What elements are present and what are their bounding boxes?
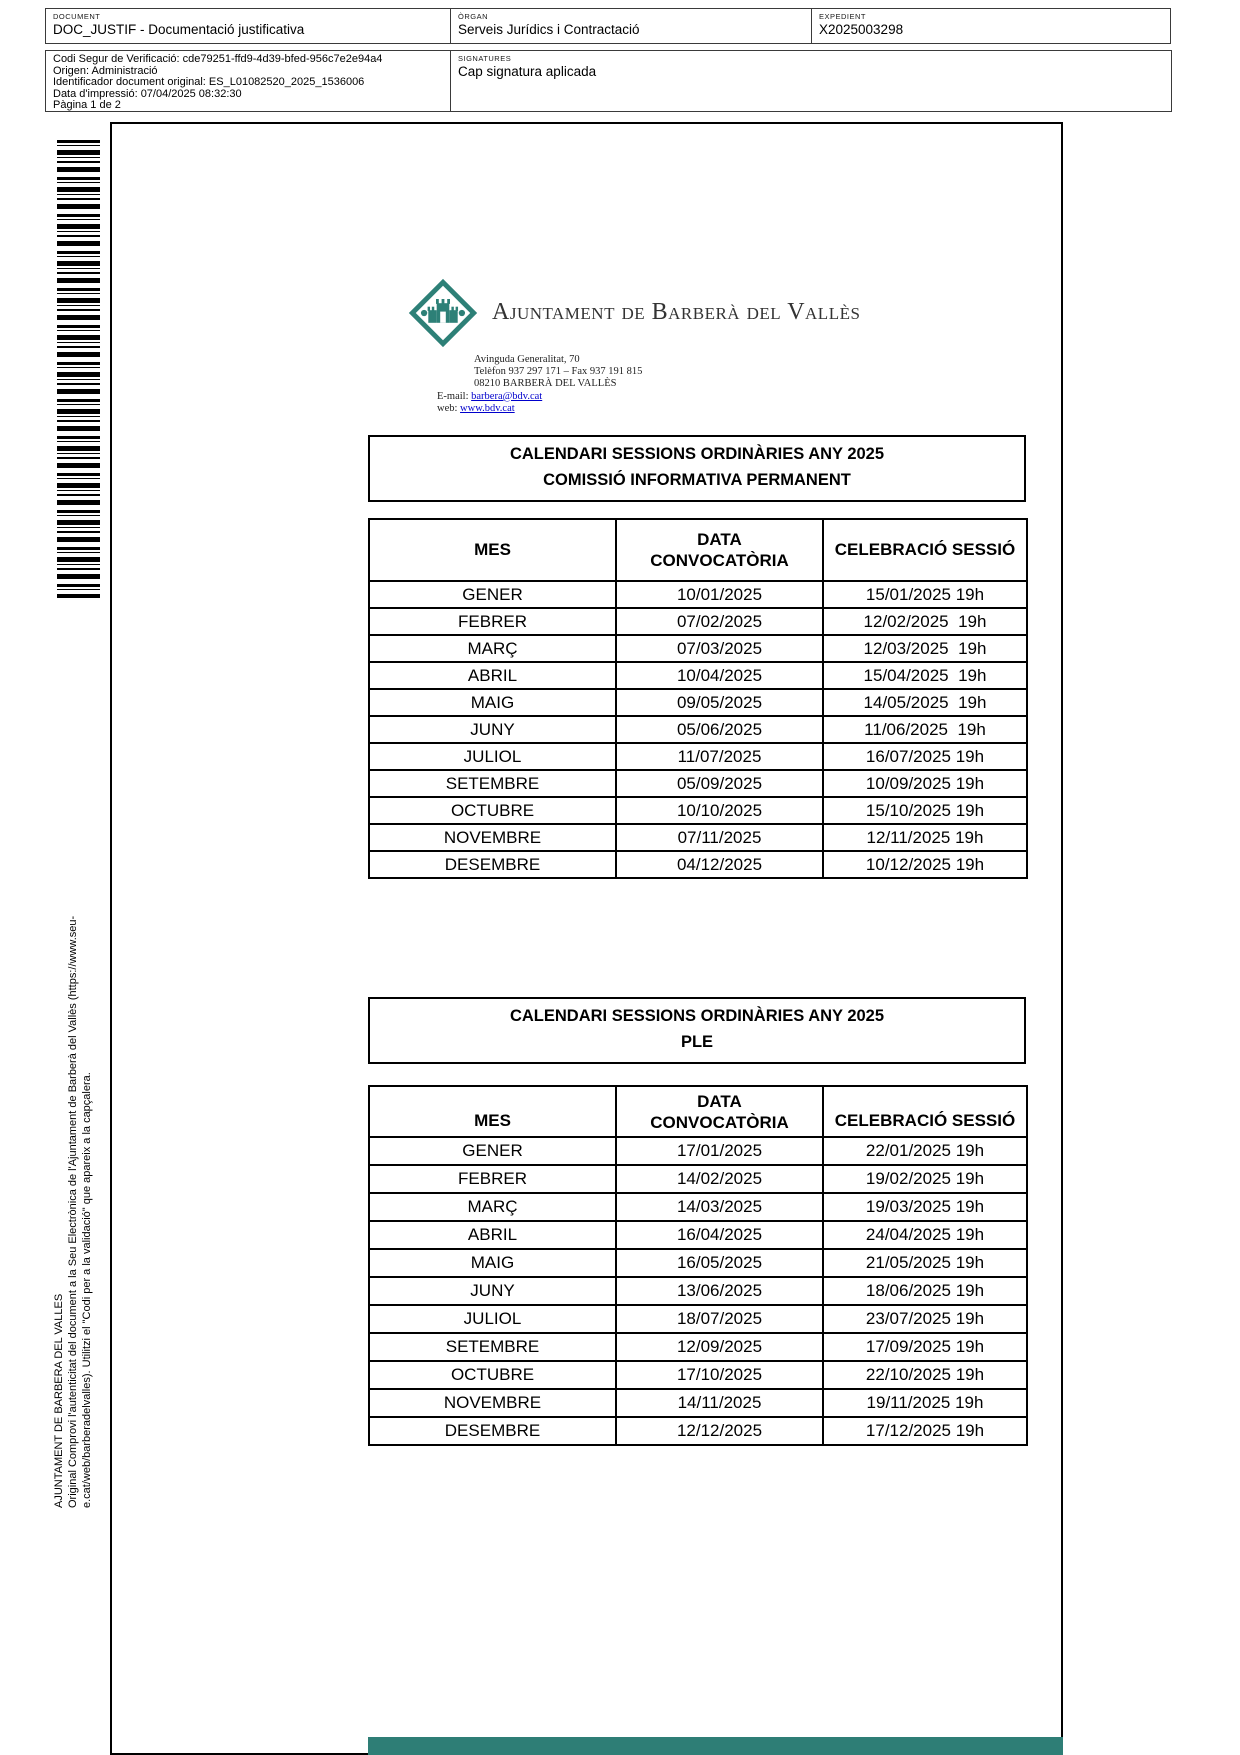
cell-data-convocatoria: 11/07/2025 (616, 743, 823, 770)
cell-mes: ABRIL (369, 1221, 616, 1249)
cell-mes: MAIG (369, 689, 616, 716)
cell-mes: FEBRER (369, 608, 616, 635)
vertical-text-line: e.cat/web/barberadelvalles). Utilitzi el "Codi per a la validació" que apareix a la capçalera. (81, 1072, 93, 1508)
table2-body (369, 1137, 1027, 1445)
document-box (45, 8, 451, 44)
cell-mes: FEBRER (369, 1165, 616, 1193)
municipality-crest-icon (408, 278, 478, 348)
cell-data-convocatoria: 07/11/2025 (616, 824, 823, 851)
table2-wrap (368, 1085, 1028, 1446)
cell-mes: JUNY (369, 1277, 616, 1305)
column-header-data-convocatoria: DATA CONVOCATÒRIA (616, 519, 823, 581)
table1-title-box (368, 435, 1026, 502)
cell-mes: MAIG (369, 1249, 616, 1277)
table-row (369, 797, 1027, 824)
table-row (369, 1333, 1027, 1361)
table-row (369, 1361, 1027, 1389)
cell-mes: GENER (369, 1137, 616, 1165)
table1-title-line2: COMISSIÓ INFORMATIVA PERMANENT (543, 471, 851, 489)
address-line: Avinguda Generalitat, 70 (474, 354, 580, 365)
table-row (369, 1417, 1027, 1445)
table-row (369, 1137, 1027, 1165)
cell-mes: NOVEMBRE (369, 1389, 616, 1417)
cell-mes: JULIOL (369, 1305, 616, 1333)
organ-label: ÒRGAN (458, 12, 489, 21)
table2-header-row (369, 1086, 1027, 1137)
cell-mes: ABRIL (369, 662, 616, 689)
column-header-celebracio-sessio: CELEBRACIÓ SESSIÓ (823, 519, 1027, 581)
table-row (369, 608, 1027, 635)
table-row (369, 635, 1027, 662)
cell-data-convocatoria: 04/12/2025 (616, 851, 823, 878)
expedient-value: X2025003298 (819, 22, 904, 37)
cell-celebracio-sessio: 16/07/2025 19h (823, 743, 1027, 770)
document-value: DOC_JUSTIF - Documentació justificativa (53, 22, 305, 37)
cell-celebracio-sessio: 15/04/2025 19h (823, 662, 1027, 689)
column-header-data-convocatoria: DATA CONVOCATÒRIA (616, 1086, 823, 1137)
table-row (369, 1305, 1027, 1333)
cell-celebracio-sessio: 17/12/2025 19h (823, 1417, 1027, 1445)
cell-mes: SETEMBRE (369, 1333, 616, 1361)
cell-celebracio-sessio: 19/11/2025 19h (823, 1389, 1027, 1417)
expedient-label: EXPEDIENT (819, 12, 867, 21)
org-address-block (437, 354, 642, 415)
cell-data-convocatoria: 07/02/2025 (616, 608, 823, 635)
cell-celebracio-sessio: 14/05/2025 19h (823, 689, 1027, 716)
cell-data-convocatoria: 10/10/2025 (616, 797, 823, 824)
verification-line: Codi Segur de Verificació: cde79251-ffd9-4d39-bfed-956c7e2e94a4 (53, 53, 383, 65)
cell-mes: JULIOL (369, 743, 616, 770)
verification-line: Pàgina 1 de 2 (53, 99, 121, 112)
cell-celebracio-sessio: 23/07/2025 19h (823, 1305, 1027, 1333)
table-row (369, 1165, 1027, 1193)
address-line: Telèfon 937 297 171 – Fax 937 191 815 (474, 366, 643, 378)
sidebar-vertical-text (52, 848, 94, 1508)
column-header-celebracio-sessio: CELEBRACIÓ SESSIÓ (823, 1086, 1027, 1137)
cell-mes: DESEMBRE (369, 1417, 616, 1445)
cell-celebracio-sessio: 12/03/2025 19h (823, 635, 1027, 662)
web-line (437, 403, 642, 415)
signatures-value: Cap signatura aplicada (458, 64, 597, 79)
sessions-table-ple (368, 1085, 1028, 1446)
vertical-text-line: Original Comprovi l'autenticitat del document a la Seu Electrònica de l'Ajuntament de Barberà del Vallès (https://www.seu- (67, 915, 79, 1508)
organ-value: Serveis Jurídics i Contractació (458, 22, 640, 37)
sessions-table-comissio (368, 518, 1028, 879)
table1-body (369, 581, 1027, 878)
cell-data-convocatoria: 14/02/2025 (616, 1165, 823, 1193)
cell-celebracio-sessio: 15/01/2025 19h (823, 581, 1027, 608)
document-label: DOCUMENT (53, 12, 101, 21)
cell-mes: GENER (369, 581, 616, 608)
metadata-header-row-1 (45, 8, 1172, 44)
cell-celebracio-sessio: 19/03/2025 19h (823, 1193, 1027, 1221)
expedient-box (811, 8, 1171, 44)
table-row (369, 743, 1027, 770)
cell-celebracio-sessio: 12/11/2025 19h (823, 824, 1027, 851)
cell-data-convocatoria: 12/12/2025 (616, 1417, 823, 1445)
cell-celebracio-sessio: 21/05/2025 19h (823, 1249, 1027, 1277)
cell-data-convocatoria: 13/06/2025 (616, 1277, 823, 1305)
table-row (369, 770, 1027, 797)
cell-mes: SETEMBRE (369, 770, 616, 797)
barcode-icon (57, 140, 100, 598)
footer-accent-bar (368, 1737, 1063, 1755)
address-line: 08210 BARBERÀ DEL VALLÈS (474, 378, 617, 390)
table-row (369, 689, 1027, 716)
cell-celebracio-sessio: 17/09/2025 19h (823, 1333, 1027, 1361)
cell-mes: JUNY (369, 716, 616, 743)
cell-data-convocatoria: 17/01/2025 (616, 1137, 823, 1165)
cell-data-convocatoria: 14/03/2025 (616, 1193, 823, 1221)
cell-data-convocatoria: 05/06/2025 (616, 716, 823, 743)
cell-mes: MARÇ (369, 635, 616, 662)
cell-celebracio-sessio: 15/10/2025 19h (823, 797, 1027, 824)
table2-title-box (368, 997, 1026, 1064)
cell-celebracio-sessio: 12/02/2025 19h (823, 608, 1027, 635)
verification-line: Data d'impressió: 07/04/2025 08:32:30 (53, 87, 242, 100)
cell-data-convocatoria: 18/07/2025 (616, 1305, 823, 1333)
table-row (369, 1221, 1027, 1249)
cell-mes: MARÇ (369, 1193, 616, 1221)
column-header-mes: MES (369, 1086, 616, 1137)
email-link[interactable]: barbera@bdv.cat (471, 390, 543, 402)
metadata-header-row-2 (45, 50, 1172, 112)
cell-data-convocatoria: 17/10/2025 (616, 1361, 823, 1389)
org-wordmark: Ajuntament de Barberà del Vallès (492, 299, 861, 325)
verification-box (45, 50, 451, 112)
table-row (369, 716, 1027, 743)
cell-celebracio-sessio: 11/06/2025 19h (823, 716, 1027, 743)
table-row (369, 581, 1027, 608)
table1-header-row (369, 519, 1027, 581)
cell-celebracio-sessio: 19/02/2025 19h (823, 1165, 1027, 1193)
organ-box (450, 8, 812, 44)
column-header-mes: MES (369, 519, 616, 581)
table1-title-line1: CALENDARI SESSIONS ORDINÀRIES ANY 2025 (509, 445, 885, 463)
table-row (369, 662, 1027, 689)
table2-title-line2: PLE (680, 1033, 714, 1051)
cell-data-convocatoria: 05/09/2025 (616, 770, 823, 797)
cell-celebracio-sessio: 22/01/2025 19h (823, 1137, 1027, 1165)
table2-title-line1: CALENDARI SESSIONS ORDINÀRIES ANY 2025 (509, 1007, 885, 1025)
web-link[interactable]: www.bdv.cat (460, 402, 515, 414)
table-row (369, 1249, 1027, 1277)
cell-celebracio-sessio: 10/09/2025 19h (823, 770, 1027, 797)
signatures-box (450, 50, 1172, 112)
cell-data-convocatoria: 14/11/2025 (616, 1389, 823, 1417)
table-row (369, 1389, 1027, 1417)
table-row (369, 1193, 1027, 1221)
cell-data-convocatoria: 10/01/2025 (616, 581, 823, 608)
cell-data-convocatoria: 09/05/2025 (616, 689, 823, 716)
table-row (369, 824, 1027, 851)
verification-line: Identificador document original: ES_L01082520_2025_1536006 (53, 76, 365, 89)
table-row (369, 851, 1027, 878)
cell-data-convocatoria: 10/04/2025 (616, 662, 823, 689)
email-line (437, 391, 642, 403)
cell-data-convocatoria: 12/09/2025 (616, 1333, 823, 1361)
cell-celebracio-sessio: 18/06/2025 19h (823, 1277, 1027, 1305)
email-label: E-mail: (437, 390, 469, 402)
cell-celebracio-sessio: 10/12/2025 19h (823, 851, 1027, 878)
verification-line: Origen: Administració (53, 64, 158, 77)
cell-celebracio-sessio: 22/10/2025 19h (823, 1361, 1027, 1389)
cell-data-convocatoria: 16/04/2025 (616, 1221, 823, 1249)
cell-mes: OCTUBRE (369, 1361, 616, 1389)
cell-mes: DESEMBRE (369, 851, 616, 878)
web-label: web: (437, 402, 458, 414)
vertical-text-line: AJUNTAMENT DE BARBERA DEL VALLES (53, 1293, 65, 1508)
table-row (369, 1277, 1027, 1305)
cell-celebracio-sessio: 24/04/2025 19h (823, 1221, 1027, 1249)
signatures-label: SIGNATURES (458, 54, 512, 63)
cell-data-convocatoria: 07/03/2025 (616, 635, 823, 662)
table1-wrap (368, 518, 1028, 879)
cell-mes: NOVEMBRE (369, 824, 616, 851)
cell-mes: OCTUBRE (369, 797, 616, 824)
cell-data-convocatoria: 16/05/2025 (616, 1249, 823, 1277)
org-address-lines (437, 354, 642, 391)
